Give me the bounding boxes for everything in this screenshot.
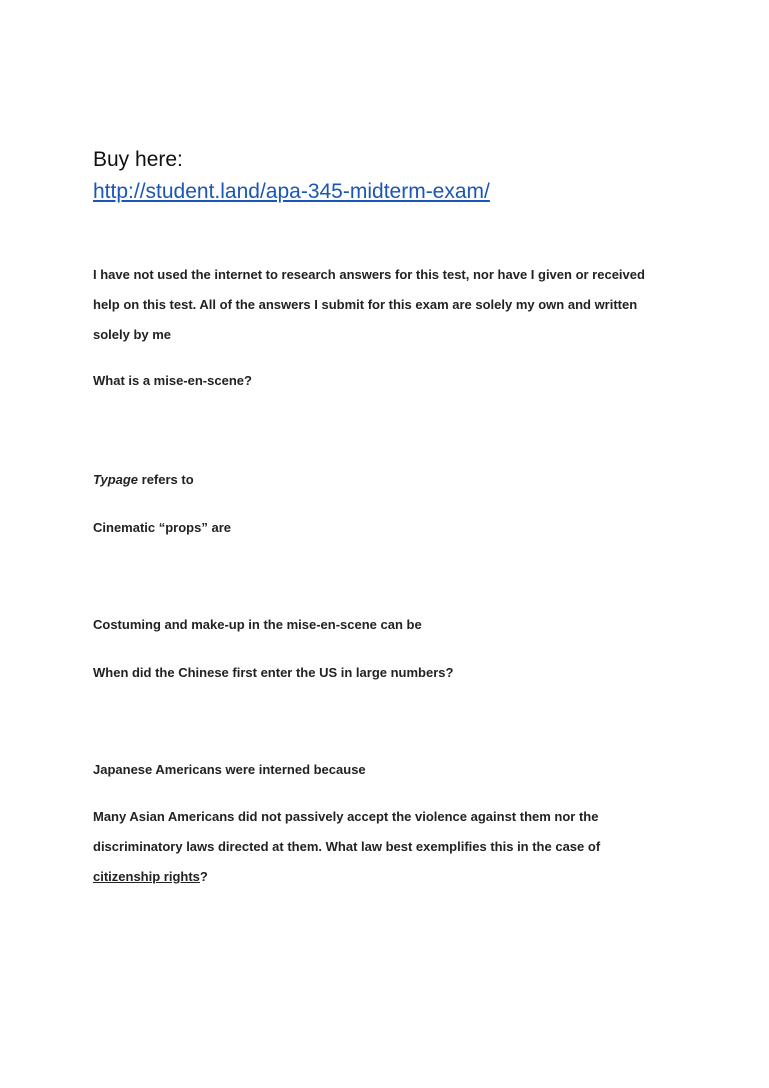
question-costuming: Costuming and make-up in the mise-en-scene can be xyxy=(93,617,422,632)
typage-term: Typage xyxy=(93,472,139,487)
honor-statement-line: help on this test. All of the answers I submit for this exam are solely my own and written xyxy=(93,297,638,312)
product-link[interactable]: http://student.land/apa-345-midterm-exam/ xyxy=(93,180,490,203)
honor-statement-line: solely by me xyxy=(93,327,172,342)
citizenship-rights-term: citizenship rights xyxy=(93,869,200,884)
question-citizenship-line: discriminatory laws directed at them. What law best exemplifies this in the case of xyxy=(93,839,601,854)
question-mise-en-scene: What is a mise-en-scene? xyxy=(93,373,252,388)
question-citizenship-line xyxy=(93,869,208,885)
question-typage xyxy=(93,472,194,488)
honor-statement-line: I have not used the internet to research answers for this test, nor have I given or received xyxy=(93,267,645,282)
buy-here-label: Buy here: xyxy=(93,148,183,171)
question-citizenship-line: Many Asian Americans did not passively accept the violence against them nor the xyxy=(93,809,599,824)
question-mark: ? xyxy=(199,869,208,884)
question-japanese-internment: Japanese Americans were interned because xyxy=(93,762,366,777)
question-chinese-immigration: When did the Chinese first enter the US in large numbers? xyxy=(93,665,454,680)
typage-rest: refers to xyxy=(138,472,194,487)
question-props: Cinematic “props” are xyxy=(93,520,231,535)
